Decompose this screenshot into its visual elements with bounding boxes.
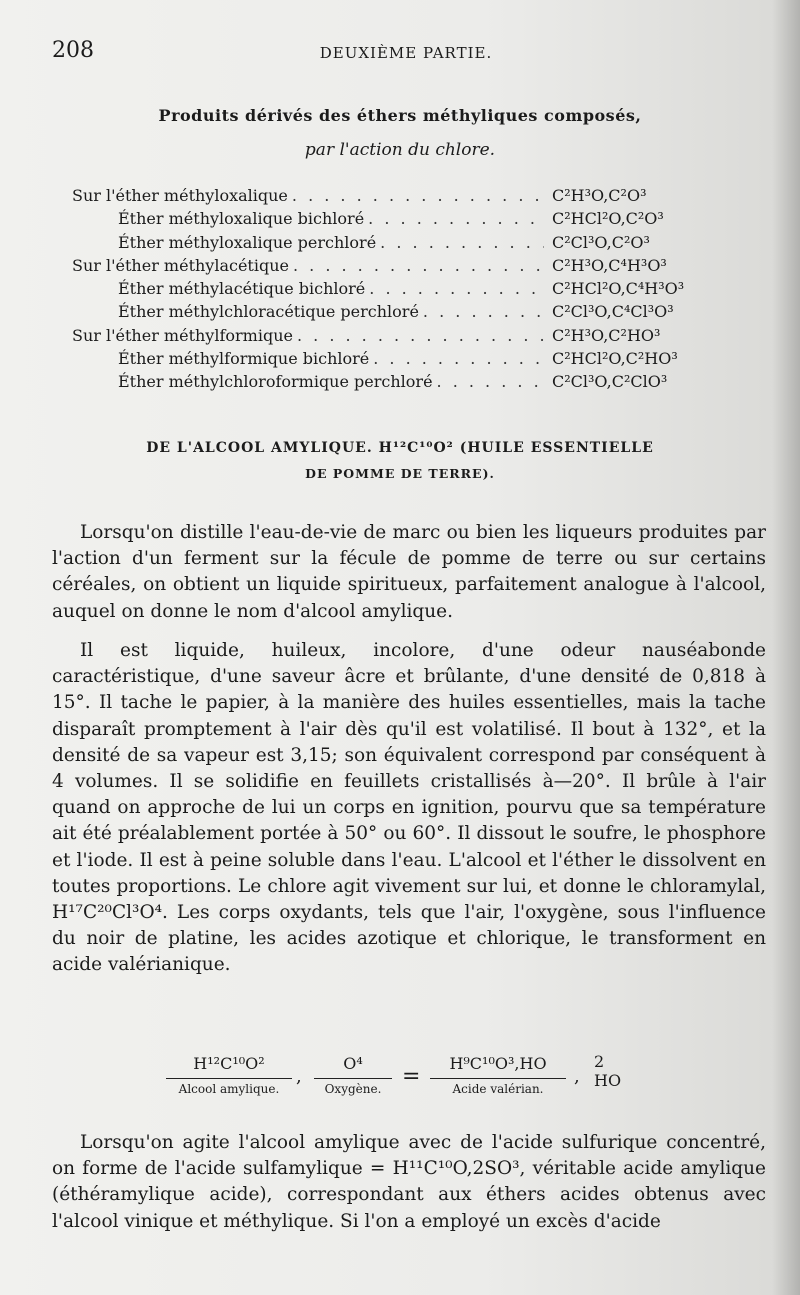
compound-list bbox=[72, 186, 720, 396]
paragraph-1 bbox=[52, 520, 766, 625]
compound-row bbox=[72, 233, 720, 256]
dot-leader bbox=[373, 349, 544, 368]
compound-formula: C²H³O,C²O³ bbox=[552, 186, 647, 205]
compound-row bbox=[72, 209, 720, 232]
paragraph-1-text: Lorsqu'on distille l'eau-de-vie de marc ou bien les liqueurs produites par l'action d'un ferment sur la fécule de pomme de terre ou sur certains céréales, on obtient un liquide spiritueux, parfaitement analogue à l'alcool, auquel on donne le nom d'alcool amylique. bbox=[52, 522, 766, 622]
compound-row bbox=[72, 302, 720, 325]
compound-formula: C²H³O,C²HO³ bbox=[552, 325, 661, 345]
paragraph-2 bbox=[52, 638, 766, 979]
compound-name: Éther méthylformique bichloré bbox=[118, 349, 370, 369]
page-header bbox=[52, 38, 760, 68]
compound-name: Sur l'éther méthylformique bbox=[72, 325, 293, 345]
compound-formula: C²HCl²O,C²O³ bbox=[552, 209, 664, 229]
compound-row bbox=[72, 186, 720, 209]
product-acid-formula: H⁹C¹⁰O³,HO bbox=[449, 1054, 547, 1073]
paragraph-3-text: Lorsqu'on agite l'alcool amylique avec de l'acide sulfurique concentré, on forme de l'acide sulfamylique = H¹¹C¹⁰O,2SO³, véritable acide amylique (éthéramylique acide), correspondant aux éthers acides obtenus avec l'alcool vinique et méthylique. Si l'on a employé un excès d'acide bbox=[52, 1132, 766, 1232]
equation-comma: , bbox=[574, 1066, 580, 1087]
reactant-alcool-formula: H¹²C¹⁰O² bbox=[193, 1054, 265, 1073]
compound-name: Éther méthyloxalique perchloré bbox=[118, 232, 377, 252]
compound-formula: C²HCl²O,C⁴H³O³ bbox=[552, 279, 685, 299]
reactant-oxygen bbox=[314, 1052, 392, 1097]
compound-formula: C²Cl³O,C²O³ bbox=[552, 232, 650, 252]
dot-leader bbox=[292, 186, 544, 205]
compound-name: Éther méthylacétique bichloré bbox=[118, 279, 366, 299]
paragraph-2-text: Il est liquide, huileux, incolore, d'une odeur nauséabonde caractéristique, d'une saveur âcre et brûlante, d'une densité de 0,818 à 15°. Il tache le papier, à la manière des huiles essentielles, mais la tache disparaît promptement à l'air dès qu'il est volatilisé. Il bout à 132°, et la densité de sa vapeur est 3,15; son équivalent correspond par conséquent à 4 volumes. Il se solidifie en feuillets cristallisés à—20°. Il brûle à l'air quand on approche de lui un corps en ignition, pourvu que sa température ait été préalablement portée à 50° ou 60°. Il dissout le soufre, le phosphore et l'iode. Il est à peine soluble dans l'eau. L'alcool et l'éther le dissolvent en toutes proportions. Le chlore agit vivement sur lui, et donne le chloramylal, H¹⁷C²⁰Cl³O⁴. Les corps oxydants, tels que l'air, l'oxygène, sous l'influence du noir de platine, les acides azotique et chlorique, le transforment en acide valérianique. bbox=[52, 640, 766, 976]
section-subtitle: par l'action du chlore. bbox=[304, 140, 496, 160]
compound-name: Sur l'éther méthylacétique bbox=[72, 255, 289, 275]
compound-name: Éther méthyloxalique bichloré bbox=[118, 209, 365, 229]
fraction-bar bbox=[166, 1078, 292, 1079]
equals-sign: = bbox=[402, 1064, 421, 1089]
dot-leader bbox=[380, 233, 544, 252]
page-edge-shadow bbox=[772, 0, 800, 1295]
running-title: DEUXIÈME PARTIE. bbox=[319, 44, 493, 62]
dot-leader bbox=[293, 256, 544, 275]
compound-name: Éther méthylchloroformique perchloré bbox=[118, 372, 433, 392]
compound-name: Éther méthylchloracétique perchloré bbox=[118, 302, 419, 322]
reactant-oxygen-label: Oxygène. bbox=[324, 1082, 382, 1096]
compound-row bbox=[72, 279, 720, 302]
alcool-heading-continued: DE POMME DE TERRE). bbox=[305, 466, 495, 481]
equation-comma: , bbox=[296, 1066, 302, 1087]
compound-row bbox=[72, 349, 720, 372]
compound-formula: C²Cl³O,C²ClO³ bbox=[552, 372, 668, 392]
compound-row bbox=[72, 372, 720, 395]
reaction-equation bbox=[160, 1052, 630, 1106]
reactant-oxygen-formula: O⁴ bbox=[343, 1054, 363, 1073]
section-title: Produits dérivés des éthers méthyliques composés, bbox=[158, 106, 642, 125]
dot-leader bbox=[369, 279, 544, 298]
paragraph-3 bbox=[52, 1130, 766, 1235]
reactant-alcool-label: Alcool amylique. bbox=[178, 1082, 280, 1096]
product-water: 2 HO bbox=[594, 1052, 622, 1090]
dot-leader bbox=[437, 372, 544, 391]
compound-row bbox=[72, 326, 720, 349]
fraction-bar bbox=[314, 1078, 392, 1079]
page-number: 208 bbox=[52, 38, 94, 63]
fraction-bar bbox=[430, 1078, 566, 1079]
product-acid-label: Acide valérian. bbox=[452, 1082, 544, 1096]
dot-leader bbox=[297, 326, 544, 345]
dot-leader bbox=[368, 209, 544, 228]
compound-formula: C²HCl²O,C²HO³ bbox=[552, 349, 678, 369]
compound-row bbox=[72, 256, 720, 279]
compound-name: Sur l'éther méthyloxalique bbox=[72, 186, 288, 205]
dot-leader bbox=[423, 302, 544, 321]
compound-formula: C²Cl³O,C⁴Cl³O³ bbox=[552, 302, 674, 322]
reactant-alcool bbox=[166, 1052, 292, 1097]
product-acid bbox=[430, 1052, 566, 1097]
compound-formula: C²H³O,C⁴H³O³ bbox=[552, 255, 667, 275]
alcool-heading: DE L'ALCOOL AMYLIQUE. H¹²C¹⁰O² (HUILE ESSENTIELLE bbox=[146, 440, 654, 456]
